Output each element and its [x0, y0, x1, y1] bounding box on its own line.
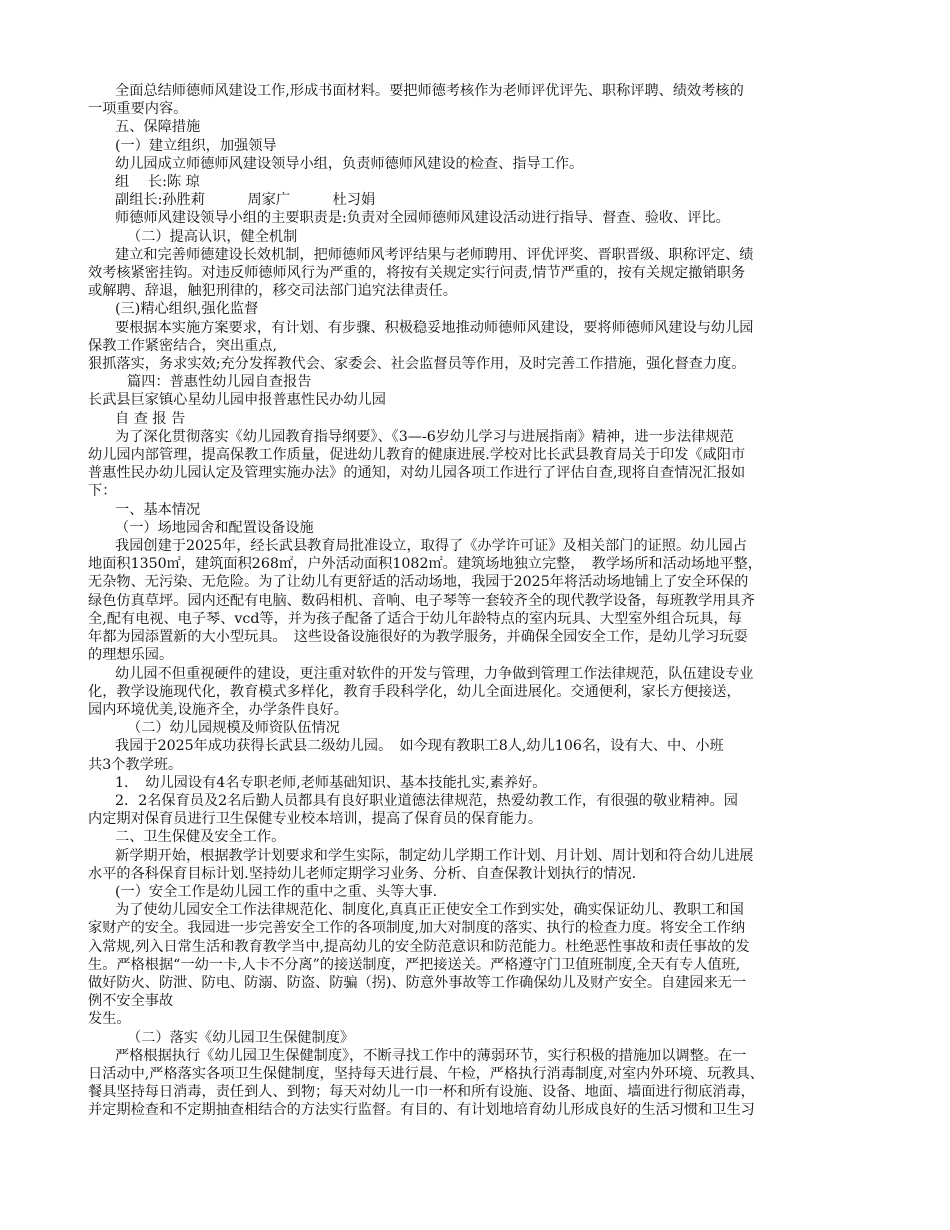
text-line: 副组长:孙胜莉 周家广 杜习娟 [115, 192, 376, 209]
text-line: 幼儿园不但重视硬件的建设，更注重对软件的开发与管理，力争做到管理工作法律规范，队伍建设专业 [115, 665, 754, 682]
text-line: 为了深化贯彻落实《幼儿园教育指导纲要》、《3—-6岁幼儿学习与进展指南》精神，进一步法律规范 [115, 428, 734, 445]
text-line: 长武县巨家镇心星幼儿园申报普惠性民办幼儿园 [88, 392, 386, 409]
text-line: 效考核紧密挂钩。对违反师德师风行为严重的，将按有关规定实行问责,情节严重的，按有关规定撤销职务 [88, 265, 746, 282]
text-line: 全,配有电视、电子琴、vcd等，并为孩子配备了适合于幼儿年龄特点的室内玩具、大型室外组合玩具，每 [88, 610, 742, 627]
text-line: 绿色仿真草坪。园内还配有电脑、数码相机、音响、电子琴等一套较齐全的现代教学设备，每班教学用具齐 [88, 592, 755, 609]
text-line: 的理想乐园。 [88, 647, 174, 664]
text-line: 五、保障措施 [115, 119, 201, 136]
text-line: （二）落实《幼儿园卫生保健制度》 [127, 1029, 355, 1046]
text-line: 发生。 [88, 1011, 131, 1028]
text-line: 普惠性民办幼儿园认定及管理实施办法》的通知，对幼儿园各项工作进行了评估自查,现将自查情况汇报如 [88, 465, 746, 482]
text-line: 师德师风建设领导小组的主要职责是:负责对全园师德师风建设活动进行指导、督查、验收、评比。 [115, 210, 730, 227]
text-line: 为了使幼儿园安全工作法律规范化、制度化,真真正正使安全工作到实处，确实保证幼儿、教职工和国 [115, 902, 744, 919]
text-line: （二）提高认识，健全机制 [127, 228, 298, 245]
text-line: 共3个教学班。 [88, 756, 183, 773]
text-line: (一）安全工作是幼儿园工作的重中之重、头等大事. [115, 883, 438, 900]
text-line: 狠抓落实，务求实效;充分发挥教代会、家委会、社会监督员等作用，及时完善工作措施，强化督查力度。 [88, 356, 746, 373]
text-line: 2．2名保育员及2名后勤人员都具有良好职业道德法律规范，热爱幼教工作，有很强的敬业精神。园 [115, 792, 738, 809]
text-line: 我园创建于2025年，经长武县教育局批准设立，取得了《办学许可证》及相关部门的证照。幼儿园占 [115, 538, 747, 555]
text-line: 幼儿园内部管理，提高保教工作质量，促进幼儿教育的健康进展.学校对比长武县教育局关于印发《咸阳市 [88, 447, 746, 464]
text-line: 全面总结师德师风建设工作,形成书面材料。要把师德考核作为老师评优评先、职称评聘、绩效考核的 [115, 83, 744, 99]
text-line: 下： [88, 483, 117, 500]
text-line: 自 查 报 告 [115, 410, 186, 427]
text-line: 入常规,列入日常生活和教育教学当中,提高幼儿的安全防范意识和防范能力。杜绝恶性事故和责任事故的发 [88, 938, 750, 955]
text-line: 生。严格根据“一幼一卡,人卡不分离”的接送制度，严把接送关。严格遵守门卫值班制度,全天有专人值班, [88, 956, 741, 973]
text-line: 并定期检查和不定期抽查相结合的方法实行监督。有目的、有计划地培育幼儿形成良好的生活习惯和卫生习 [88, 1102, 755, 1119]
text-line: (三)精心组织,强化监督 [115, 301, 259, 318]
text-line: 日活动中,严格落实各项卫生保健制度，坚持每天进行晨、午检，严格执行消毒制度,对室内外环境、玩教具、 [88, 1065, 764, 1082]
text-line: 或解聘、辞退，触犯刑律的，移交司法部门追究法律责任。 [88, 283, 457, 300]
text-line: 做好防火、防泄、防电、防溺、防盗、防骗（拐)、防意外事故等工作确保幼儿及财产安全。自建园来无一 [88, 974, 747, 991]
text-line: 一项重要内容。 [88, 101, 188, 118]
text-line: 家财产的安全。我园进一步完善安全工作的各项制度,加大对制度的落实、执行的检查力度。将安全工作纳 [88, 920, 746, 937]
text-line: （一）场地园舍和配置设备设施 [115, 519, 314, 536]
text-line: 例不安全事故 [88, 993, 174, 1010]
text-line: 地面积1350㎡，建筑面积268㎡，户外活动面积1082㎡。建筑场地独立完整， 教学场所和活动场地平整， [88, 556, 762, 573]
text-line: 1． 幼儿园设有4名专职老师,老师基础知识、基本技能扎实,素养好。 [115, 774, 547, 791]
text-line: 建立和完善师德建设长效机制，把师德师风考评结果与老师聘用、评优评奖、晋职晋级、职称评定、绩 [115, 246, 754, 263]
text-line: 保教工作紧密结合，突出重点, [88, 337, 277, 354]
text-line: 二、卫生保健及安全工作。 [115, 829, 286, 846]
text-line: 严格根据执行《幼儿园卫生保健制度》，不断寻找工作中的薄弱环节，实行积极的措施加以调整。在一 [115, 1047, 747, 1064]
text-line: 园内环境优美,设施齐全，办学条件良好。 [88, 701, 348, 718]
text-line: 要根据本实施方案要求，有计划、有步骤、积极稳妥地推动师德师风建设，要将师德师风建设与幼儿园 [115, 319, 754, 336]
text-line: 一、基本情况 [115, 501, 201, 518]
text-line: (一）建立组织，加强领导 [115, 137, 277, 154]
text-line: 幼儿园成立师德师风建设领导小组，负责师德师风建设的检查、指导工作。 [115, 155, 584, 172]
text-line: 新学期开始，根据教学计划要求和学生实际，制定幼儿学期工作计划、月计划、周计划和符合幼儿进展 [115, 847, 754, 864]
text-line: 内定期对保育员进行卫生保健专业校本培训，提高了保育员的保育能力。 [88, 811, 543, 828]
text-line: 篇四：普惠性幼儿园自查报告 [127, 374, 312, 391]
text-line: 年都为园添置新的大小型玩具。 这些设备设施很好的为教学服务，并确保全园安全工作，是幼儿学习玩耍 [88, 629, 748, 646]
text-line: 组 长:陈 琼 [115, 174, 200, 191]
text-line: 餐具坚持每日消毒，责任到人、到物；每天对幼儿一巾一杯和所有设施、设备、地面、墙面进行彻底消毒， [88, 1084, 755, 1101]
text-line: 水平的各科保育目标计划.坚持幼儿老师定期学习业务、分析、自查保教计划执行的情况. [88, 865, 637, 882]
text-line: 化，教学设施现代化，教育模式多样化，教育手段科学化，幼儿全面进展化。交通便利，家长方便接送， [88, 683, 741, 700]
text-line: 无杂物、无污染、无危险。为了让幼儿有更舒适的活动场地，我园于2025年将活动场地铺上了安全环保的 [88, 574, 749, 591]
text-line: （二）幼儿园规模及师资队伍情况 [127, 720, 340, 737]
text-line: 我园于2025年成功获得长武县二级幼儿园。 如今现有教职工8人,幼儿106名，设有大、中、小班 [115, 738, 724, 755]
